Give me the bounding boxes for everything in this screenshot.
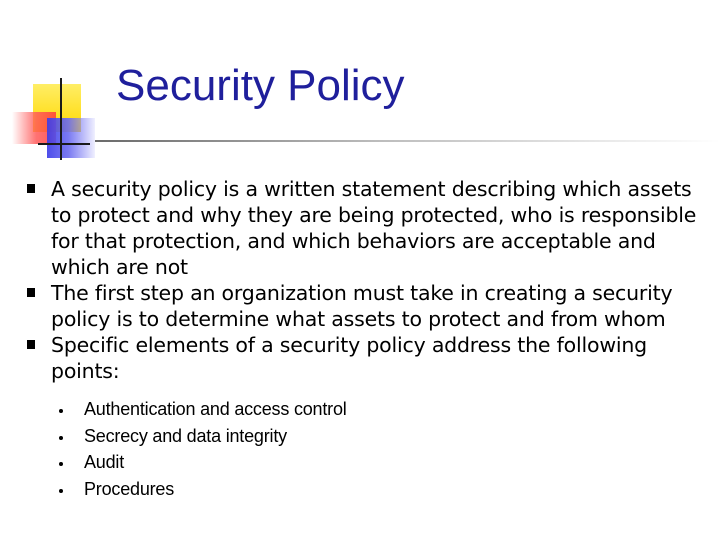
sub-bullet-text: Audit xyxy=(84,452,125,472)
decor-horizontal-line xyxy=(38,143,90,145)
sub-bullet-item xyxy=(51,396,700,423)
bullet-item xyxy=(0,176,720,280)
sub-bullet-text: Procedures xyxy=(84,478,175,499)
square-bullet-icon xyxy=(27,288,35,297)
sub-bullet-item xyxy=(51,476,700,503)
decor-vertical-line xyxy=(60,78,62,160)
dot-bullet-icon xyxy=(59,489,63,493)
sub-bullet-text: Secrecy and data integrity xyxy=(84,425,287,446)
bullet-text: A security policy is a written statement describing which assets to protect and why they are being protected, who is responsible for that protection, and which behaviors are acceptable and which are not xyxy=(51,177,697,279)
sub-bullet-item xyxy=(51,423,700,450)
slide-title: Security Policy xyxy=(116,61,405,110)
decor-blue-square xyxy=(47,118,95,158)
dot-bullet-icon xyxy=(59,409,63,413)
dot-bullet-icon xyxy=(59,462,63,466)
sub-bullet-item xyxy=(51,449,700,476)
bullet-item xyxy=(0,332,720,502)
sub-bullet-list xyxy=(51,396,700,502)
bullet-item xyxy=(0,280,720,332)
bullet-list xyxy=(0,176,720,502)
square-bullet-icon xyxy=(27,184,35,193)
dot-bullet-icon xyxy=(59,436,63,440)
sub-bullet-text: Authentication and access control xyxy=(84,399,347,419)
title-underline-rule xyxy=(95,140,720,142)
bullet-text: The first step an organization must take in creating a security policy is to determine what assets to protect and from whom xyxy=(51,281,673,331)
bullet-text: Specific elements of a security policy address the following points: xyxy=(51,333,647,383)
square-bullet-icon xyxy=(27,340,35,349)
